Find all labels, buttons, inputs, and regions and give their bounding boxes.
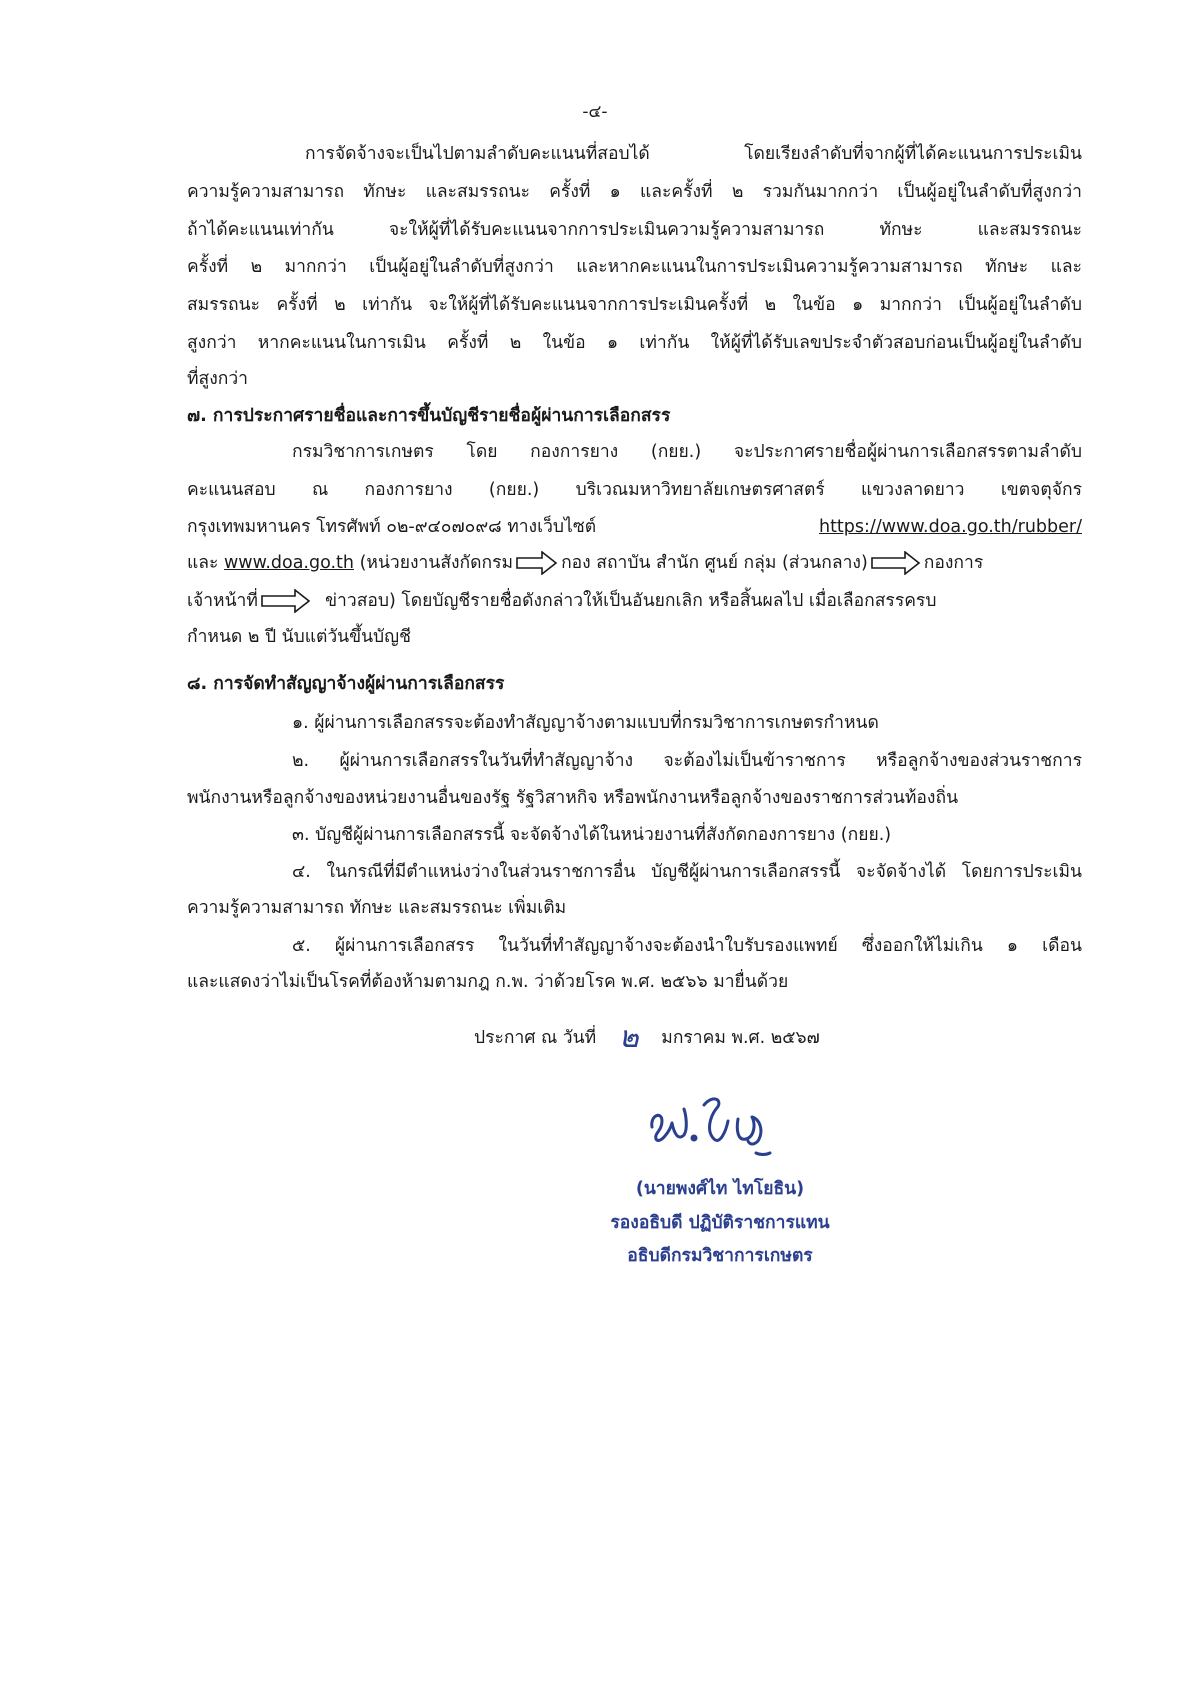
section8-item-2-line-2: พนักงานหรือลูกจ้างของหน่วยงานอื่นของรัฐ รัฐวิสาหกิจ หรือพนักงานหรือลูกจ้างของราชการส่วนท้องถิ่น: [187, 788, 959, 808]
section7-line-3-text: กรุงเทพมหานคร โทรศัพท์ ๐๒-๙๔๐๗๐๙๘ ทางเว็บไซต์: [187, 517, 597, 537]
arrow-right-icon: [871, 551, 921, 575]
section8-item-2-line-1: ๒. ผู้ผ่านการเลือกสรรในวันที่ทำสัญญาจ้าง จะต้องไม่เป็นข้าราชการ หรือลูกจ้างของส่วนราชการ: [292, 751, 1082, 771]
section8-heading: ๘. การจัดทำสัญญาจ้างผู้ผ่านการเลือกสรร: [187, 674, 505, 694]
arrow-right-icon: [516, 551, 558, 575]
section7-line-4-and: และ: [187, 553, 219, 573]
section8-item-3: ๓. บัญชีผู้ผ่านการเลือกสรรนี้ จะจัดจ้างได้ในหน่วยงานที่สังกัดกองการยาง (กยย.): [292, 825, 892, 845]
section8-item-1: ๑. ผู้ผ่านการเลือกสรรจะต้องทำสัญญาจ้างตามแบบที่กรมวิชาการเกษตรกำหนด: [292, 713, 879, 733]
arrow-right-icon: [261, 589, 311, 613]
section7-line-5-officer: เจ้าหน้าที่: [187, 591, 258, 611]
section8-item-4-line-2: ความรู้ความสามารถ ทักษะ และสมรรถนะ เพิ่มเติม: [187, 898, 567, 918]
section7-heading: ๗. การประกาศรายชื่อและการขึ้นบัญชีรายชื่อผู้ผ่านการเลือกสรร: [187, 406, 671, 426]
section7-line-4-units: กอง สถาบัน สำนัก ศูนย์ กลุ่ม (ส่วนกลาง): [561, 553, 868, 573]
signatory-position-1: รองอธิบดี ปฏิบัติราชการแทน: [610, 1213, 830, 1233]
doa-website-link[interactable]: www.doa.go.th: [223, 553, 355, 573]
handwritten-signature: [640, 1075, 800, 1165]
signatory-name: (นายพงศ์ไท ไทโยธิน): [635, 1179, 805, 1199]
rubber-website-link[interactable]: https://www.doa.go.th/rubber/: [818, 517, 1082, 537]
section7-line-5: [187, 583, 1082, 619]
section7-line-2: คะแนนสอบ ณ กองการยาง (กยย.) บริเวณมหาวิทยาลัยเกษตรศาสตร์ แขวงลาดยาว เขตจตุจักร: [187, 480, 1082, 500]
order-para-line-7: ที่สูงกว่า: [187, 369, 249, 389]
announcement-date: [474, 1020, 820, 1056]
section8-item-5-line-1: ๕. ผู้ผ่านการเลือกสรร ในวันที่ทำสัญญาจ้างจะต้องนำใบรับรองแพทย์ ซึ่งออกให้ไม่เกิน ๑ เดือน: [292, 936, 1082, 956]
section7-line-6: กำหนด ๒ ปี นับแต่วันขึ้นบัญชี: [187, 627, 411, 647]
section7-line-4-dept: (หน่วยงานสังกัดกรม: [359, 553, 514, 573]
section7-line-3: [187, 509, 1082, 545]
section8-item-4-line-1: ๔. ในกรณีที่มีตำแหน่งว่างในส่วนราชการอื่น บัญชีผู้ผ่านการเลือกสรรนี้ จะจัดจ้างได้ โดยการประเมิน: [292, 862, 1082, 882]
section7-line-1: กรมวิชาการเกษตร โดย กองการยาง (กยย.) จะประกาศรายชื่อผู้ผ่านการเลือกสรรตามลำดับ: [292, 442, 1082, 462]
order-para-line-2: ความรู้ความสามารถ ทักษะ และสมรรถนะ ครั้งที่ ๑ และครั้งที่ ๒ รวมกันมากกว่า เป็นผู้อยู่ในลำดับที่สูงกว่า: [187, 182, 1082, 202]
order-para-line-6: สูงกว่า หากคะแนนในการเมิน ครั้งที่ ๒ ในข้อ ๑ เท่ากัน ให้ผู้ที่ได้รับเลขประจำตัวสอบก่อนเป็นผู้อยู่ในลำดับ: [187, 333, 1082, 353]
order-para-line-5: สมรรถนะ ครั้งที่ ๒ เท่ากัน จะให้ผู้ที่ได้รับคะแนนจากการประเมินครั้งที่ ๒ ในข้อ ๑ มากกว่า เป็นผู้อยู่ในลำดับ: [187, 295, 1082, 315]
section7-line-4: [187, 545, 1082, 581]
page-number: -๔-: [582, 102, 608, 122]
section7-line-4-division: กองการ: [923, 553, 984, 573]
handwritten-day: ๒: [618, 1020, 639, 1055]
order-para-line-3: ถ้าได้คะแนนเท่ากัน จะให้ผู้ที่ได้รับคะแนนจากการประเมินความรู้ความสามารถ ทักษะ และสมรรถนะ: [187, 220, 1082, 240]
section7-line-5-text: ข่าวสอบ) โดยบัญชีรายชื่อดังกล่าวให้เป็นอันยกเลิก หรือสิ้นผลไป เมื่อเลือกสรรครบ: [325, 591, 937, 611]
announcement-prefix: ประกาศ ณ วันที่: [474, 1028, 597, 1048]
section8-item-5-line-2: และแสดงว่าไม่เป็นโรคที่ต้องห้ามตามกฎ ก.พ. ว่าด้วยโรค พ.ศ. ๒๕๖๖ มายื่นด้วย: [187, 972, 789, 992]
order-para-line-1: การจัดจ้างจะเป็นไปตามลำดับคะแนนที่สอบได้ โดยเรียงลำดับที่จากผู้ที่ได้คะแนนการประเมิน: [305, 144, 1082, 164]
signatory-position-2: อธิบดีกรมวิชาการเกษตร: [627, 1246, 813, 1266]
order-para-line-4: ครั้งที่ ๒ มากกว่า เป็นผู้อยู่ในลำดับที่สูงกว่า และหากคะแนนในการประเมินความรู้ความสามารถ ทักษะ และ: [187, 257, 1082, 277]
announcement-month-year: มกราคม พ.ศ. ๒๕๖๗: [661, 1028, 820, 1048]
